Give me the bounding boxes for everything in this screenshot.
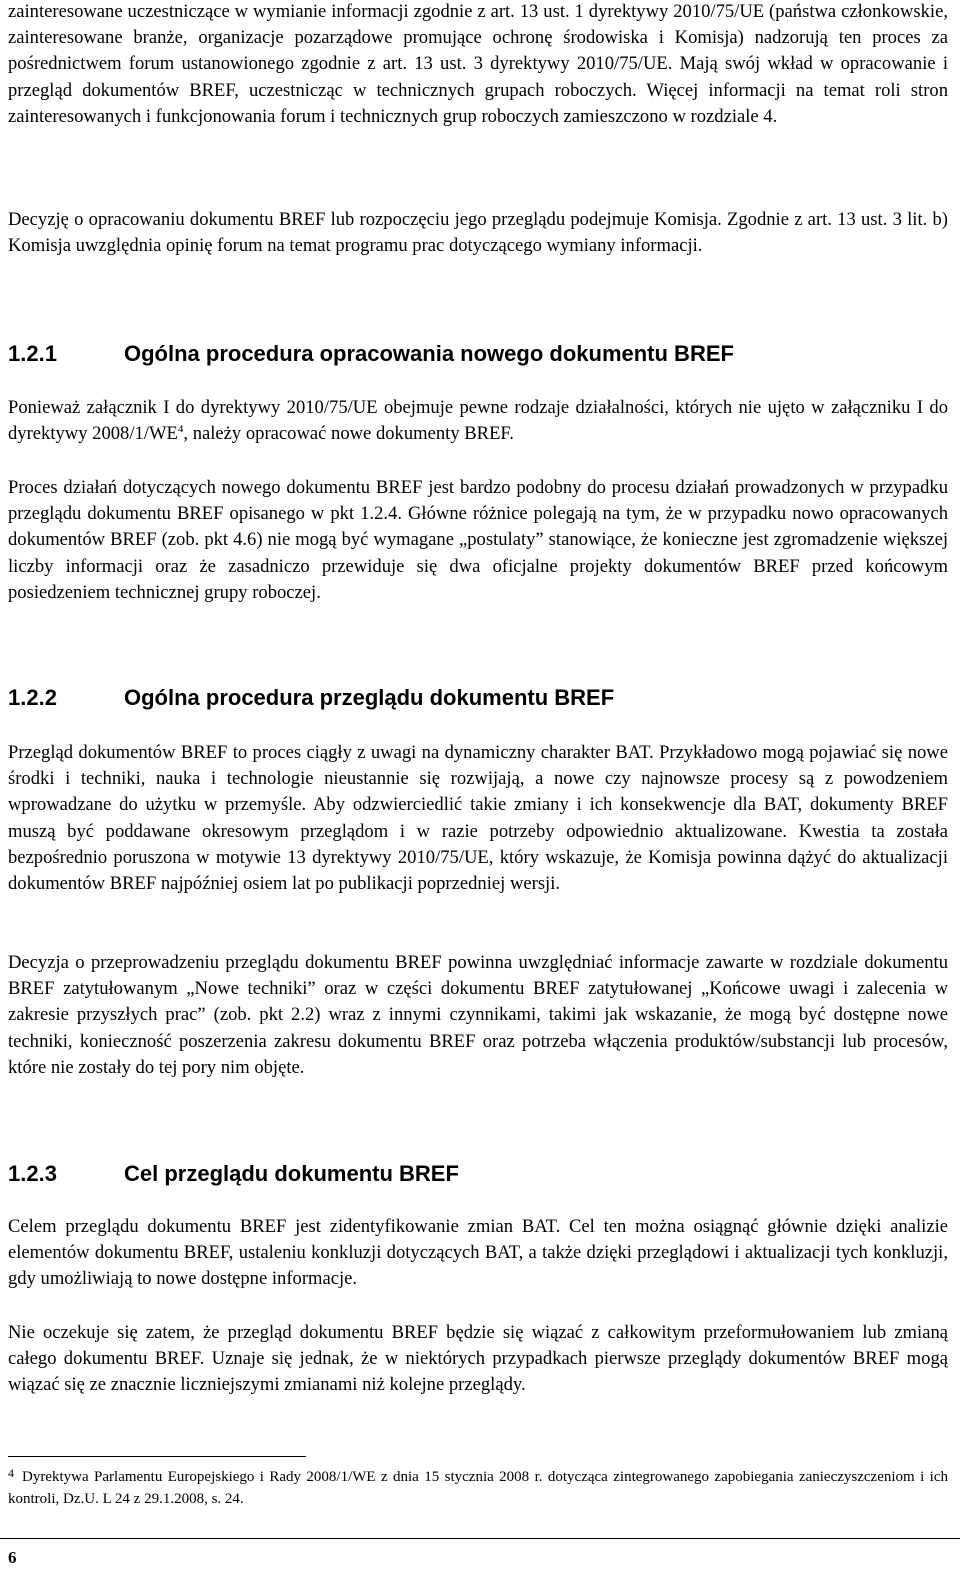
footnote	[8, 1466, 948, 1510]
footnote-separator	[8, 1456, 306, 1457]
paragraph-review-process: Przegląd dokumentów BREF to proces ciągły z uwagi na dynamiczny charakter BAT. Przykładowo mogą pojawiać się nowe środki i techniki, nauka i technologie nieustannie się rozwijają, a nowe czy najnowsze procesy są z powodzeniem wprowadzane do użytku w przemyśle. Aby odzwierciedlić takie zmiany i ich konsekwencje dla BAT, dokumenty BREF muszą być poddawane okresowym przeglądom i w razie potrzeby odpowiednio aktualizowane. Kwestia ta została bezpośrednio poruszona w motywie 13 dyrektywy 2010/75/UE, który wskazuje, że Komisja powinna dążyć do aktualizacji dokumentów BREF najpóźniej osiem lat po publikacji poprzedniej wersji.	[8, 742, 948, 895]
section-number: 1.2.1	[8, 341, 57, 366]
section-number: 1.2.3	[8, 1161, 57, 1186]
section-heading-1-2-1	[8, 340, 948, 368]
paragraph-new-bref-intro	[8, 395, 948, 447]
text-segment: , należy opracować nowe dokumenty BREF.	[183, 423, 514, 445]
paragraph-review-goal: Celem przeglądu dokumentu BREF jest zidentyfikowanie zmian BAT. Cel ten można osiągnąć głównie dzięki analizie elementów dokumentu BREF, ustaleniu konkluzji dotyczących BAT, a także dzięki przeglądowi i aktualizacji tych konkluzji, gdy umożliwiają to nowe dostępne informacje.	[8, 1216, 948, 1290]
footnote-mark: 4	[8, 1466, 14, 1480]
footnote-text: Dyrektywa Parlamentu Europejskiego i Rady 2008/1/WE z dnia 15 stycznia 2008 r. dotycząca zintegrowanego zapobiegania zanieczyszczeniom i ich kontroli, Dz.U. L 24 z 29.1.2008, s. 24.	[8, 1469, 948, 1507]
section-heading-1-2-3	[8, 1160, 948, 1188]
paragraph-new-bref-process: Proces działań dotyczących nowego dokumentu BREF jest bardzo podobny do procesu działań prowadzonych w przypadku przeglądu dokumentu BREF opisanego w pkt 1.2.4. Główne różnice polegają na tym, że w przypadku nowo opracowanych dokumentów BREF (zob. pkt 4.6) nie mogą być wymagane „postulaty” stanowiące, że konieczne jest zgromadzenie większej liczby informacji oraz że zasadniczo przewiduje się dwa oficjalne projekty dokumentów BREF przed końcowym posiedzeniem technicznej grupy roboczej.	[8, 477, 948, 603]
section-number: 1.2.2	[8, 685, 57, 710]
page-number: 6	[8, 1548, 17, 1567]
paragraph-review-scope: Nie oczekuje się zatem, że przegląd dokumentu BREF będzie się wiązać z całkowitym przeformułowaniem lub zmianą całego dokumentu BREF. Uznaje się jednak, że w niektórych przypadkach pierwsze przeglądy dokumentów BREF mogą wiązać się ze znacznie liczniejszymi zmianami niż kolejne przeglądy.	[8, 1322, 948, 1396]
paragraph-review-decision: Decyzja o przeprowadzeniu przeglądu dokumentu BREF powinna uwzględniać informacje zawarte w rozdziale dokumentu BREF zatytułowanym „Nowe techniki” oraz w części dokumentu BREF zatytułowanej „Końcowe uwagi i zalecenia w zakresie przyszłych prac” (zob. pkt 2.2) wraz z innymi czynnikami, takimi jak wskazanie, że mogą być dostępne nowe techniki, konieczność poszerzenia zakresu dokumentu BREF oraz potrzeba włączenia produktów/substancji lub procesów, które nie zostały do tej pory nim objęte.	[8, 952, 948, 1078]
section-heading-1-2-2	[8, 684, 948, 712]
page-footer-rule	[0, 1538, 960, 1539]
footnote-reference[interactable]: 4	[177, 423, 184, 436]
section-title: Cel przeglądu dokumentu BREF	[124, 1161, 459, 1186]
paragraph-intro: zainteresowane uczestniczące w wymianie informacji zgodnie z art. 13 ust. 1 dyrektywy 2010/75/UE (państwa członkowskie, zainteresowane branże, organizacje pozarządowe promujące ochronę środowiska i Komisja) nadzorują ten proces za pośrednictwem forum ustanowionego zgodnie z art. 13 ust. 3 dyrektywy 2010/75/UE. Mają swój wkład w opracowanie i przegląd dokumentów BREF, uczestnicząc w technicznych grupach roboczych. Więcej informacji na temat roli stron zainteresowanych i funkcjonowania forum i technicznych grup roboczych zamieszczono w rozdziale 4.	[8, 1, 948, 127]
paragraph-decision: Decyzję o opracowaniu dokumentu BREF lub rozpoczęciu jego przeglądu podejmuje Komisja. Zgodnie z art. 13 ust. 3 lit. b) Komisja uwzględnia opinię forum na temat programu prac dotyczącego wymiany informacji.	[8, 209, 948, 257]
section-title: Ogólna procedura przeglądu dokumentu BREF	[124, 685, 615, 710]
text-segment: Ponieważ załącznik I do dyrektywy 2010/75/UE obejmuje pewne rodzaje działalności, których nie ujęto w załączniku I do dyrektywy 2008/1/WE	[8, 397, 948, 445]
section-title: Ogólna procedura opracowania nowego dokumentu BREF	[124, 341, 734, 366]
